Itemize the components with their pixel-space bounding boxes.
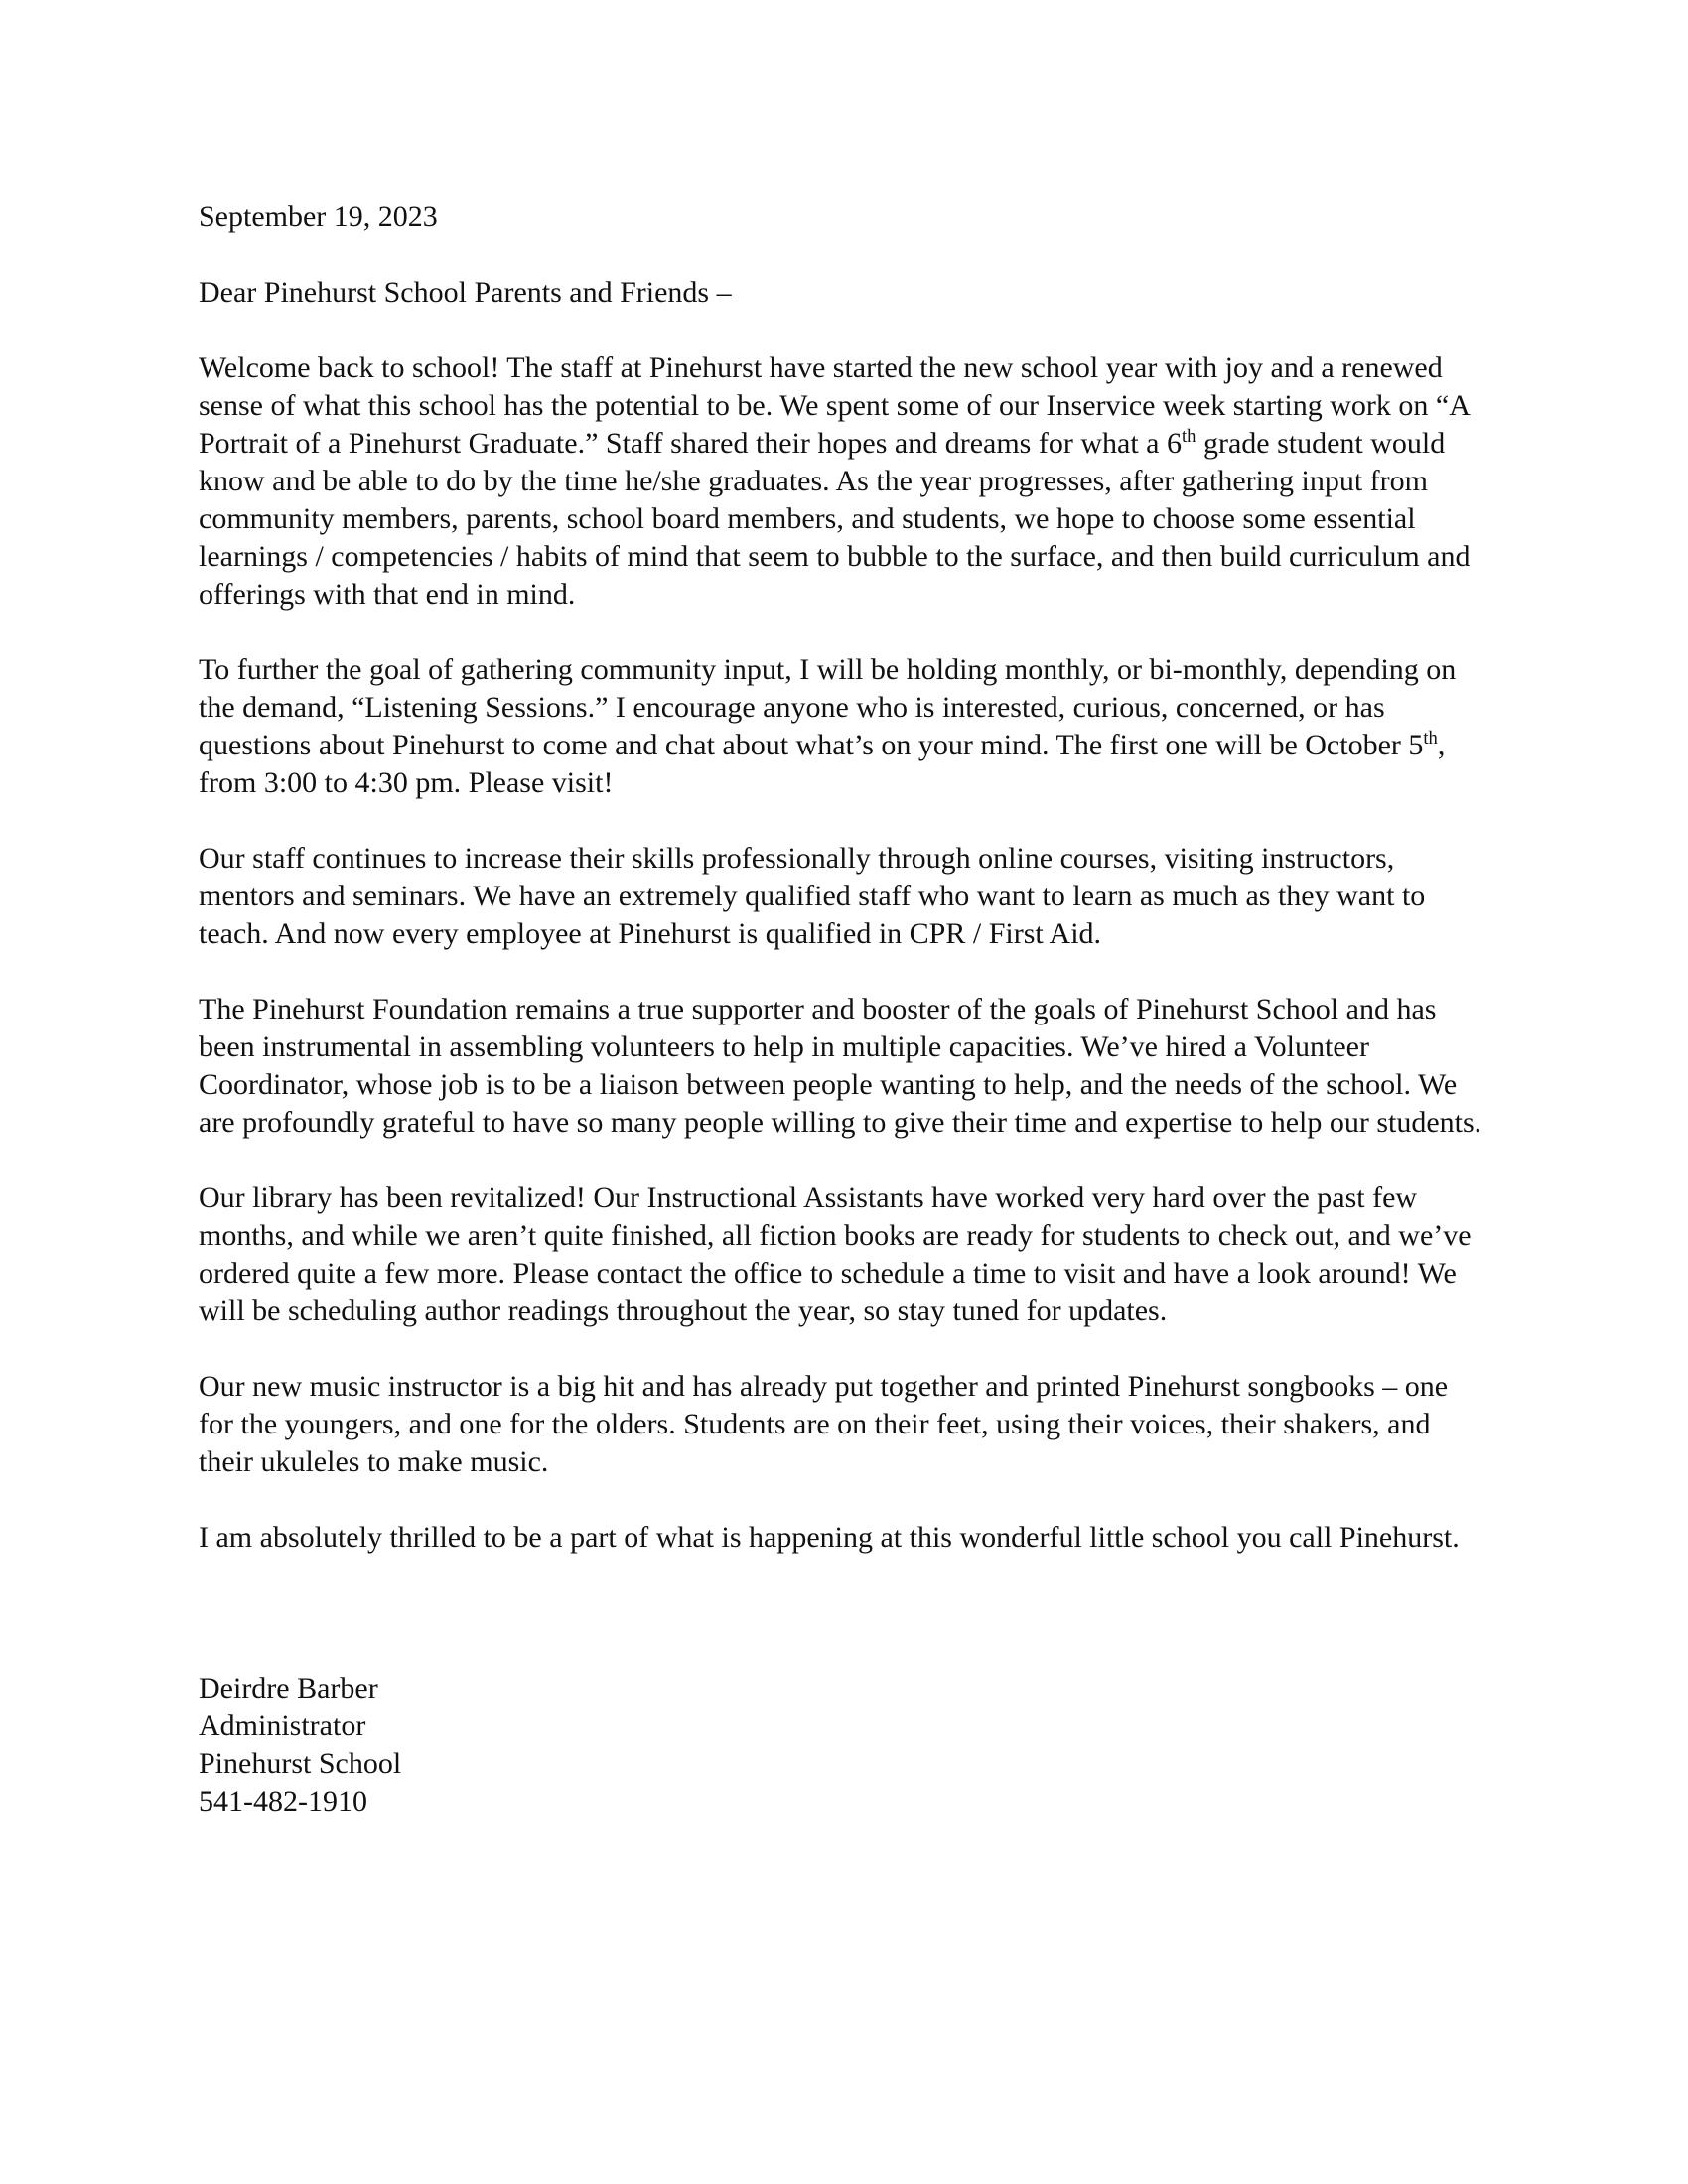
ordinal-suffix: th [1181, 426, 1196, 447]
paragraph-library: Our library has been revitalized! Our Instructional Assistants have worked very hard over the past few months, and while we aren’t quite finished, all fiction books are ready for students to check out, and we’ve ordered quite a few more. Please contact the office to schedule a time to visit and have a look around! We will be scheduling author readings throughout the year, so stay tuned for updates. [199, 1181, 1472, 1327]
paragraph-welcome-text-a: Welcome back to school! The staff at Pinehurst have started the new school year with joy and a renewed sense of what this school has the potential to be. We spent some of our Inservice week starting work on “A Portrait of a Pinehurst Graduate.” Staff shared their hopes and dreams for what a 6 [199, 351, 1470, 460]
paragraph-staff-development: Our staff continues to increase their skills professionally through online courses, visiting instructors, mentors and seminars. We have an extremely qualified staff who want to learn as much as they want to teach. And now every employee at Pinehurst is qualified in CPR / First Aid. [199, 842, 1426, 950]
letter-page [199, 199, 1489, 1821]
ordinal-suffix: th [1423, 728, 1438, 749]
paragraph-music: Our new music instructor is a big hit and has already put together and printed Pinehurst songbooks – one for the youngers, and one for the olders. Students are on their feet, using their voices, their shakers, and their ukuleles to make music. [199, 1370, 1449, 1478]
letter-salutation: Dear Pinehurst School Parents and Friends – [199, 276, 732, 309]
paragraph-foundation: The Pinehurst Foundation remains a true supporter and booster of the goals of Pinehurst School and has been instrumental in assembling volunteers to help in multiple capacities. We’ve hired a Volunteer Coordinator, whose job is to be a liaison between people wanting to help, and the needs of the school. We are profoundly grateful to have so many people willing to give their time and expertise to help our students. [199, 993, 1482, 1139]
signature-title: Administrator [199, 1709, 366, 1742]
letter-date: September 19, 2023 [199, 201, 438, 233]
signature-block [199, 1670, 1489, 1821]
signature-phone: 541-482-1910 [199, 1785, 367, 1818]
paragraph-welcome-text-b: grade student would know and be able to do by the time he/she graduates. As the year progresses, after gathering input from community members, parents, school board members, and students, we hope to choose some essential learnings / competencies / habits of mind that seem to bubble to the surface, and then build curriculum and offerings with that end in mind. [199, 427, 1471, 611]
paragraph-closing: I am absolutely thrilled to be a part of what is happening at this wonderful little school you call Pinehurst. [199, 1521, 1460, 1554]
signature-organization: Pinehurst School [199, 1747, 402, 1780]
paragraph-listening-text-b: , from 3:00 to 4:30 pm. Please visit! [199, 729, 1446, 799]
signature-name: Deirdre Barber [199, 1672, 378, 1705]
paragraph-welcome [199, 349, 1489, 614]
paragraph-listening-sessions [199, 651, 1489, 802]
paragraph-listening-text-a: To further the goal of gathering community input, I will be holding monthly, or bi-monthly, depending on the demand, “Listening Sessions.” I encourage anyone who is interested, curious, concerned, or has questions about Pinehurst to come and chat about what’s on your mind. The first one will be October 5 [199, 653, 1457, 761]
